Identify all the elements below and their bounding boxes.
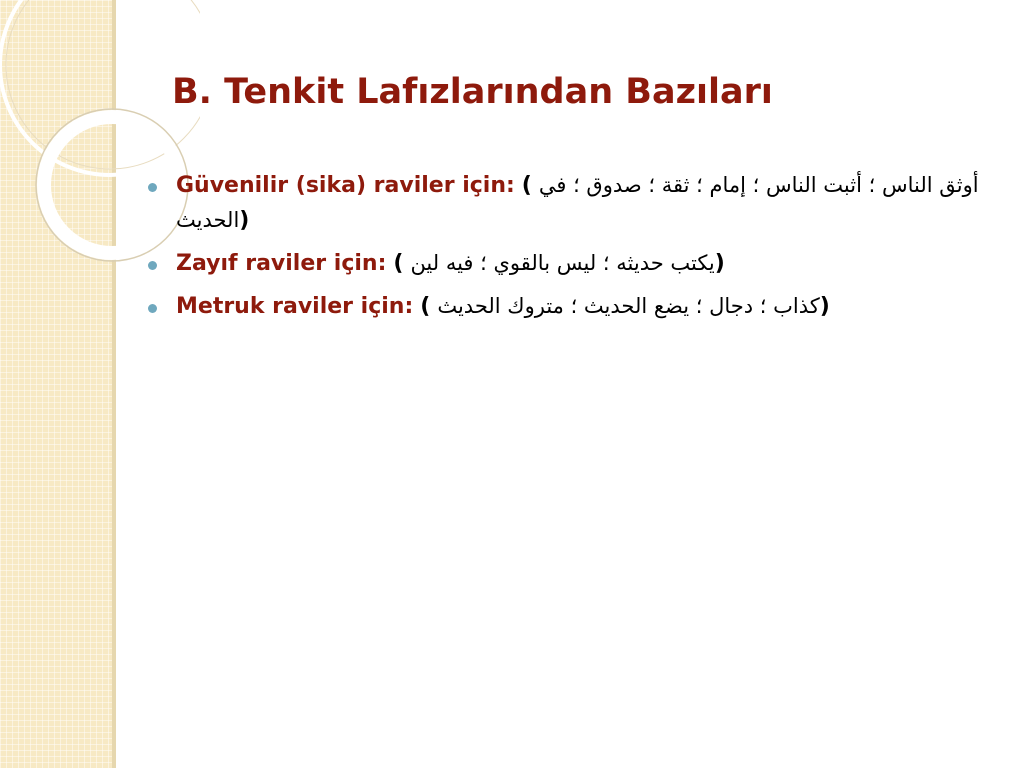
close-paren: ) (819, 294, 830, 319)
open-paren: ( (393, 251, 404, 276)
bullet-item-guvenilir (148, 168, 1000, 238)
slide-title: B. Tenkit Lafızlarından Bazıları (172, 72, 773, 112)
bullet-dot (148, 261, 157, 270)
side-panel-edge (112, 0, 116, 768)
arabic-terms: أوثق الناس ؛ أثبت الناس ؛ إمام ؛ ثقة ؛ صدوق ؛ في الحديث (176, 173, 979, 232)
bullet-label: Güvenilir (sika) raviler için: (176, 173, 515, 198)
bullet-item-metruk (148, 289, 1000, 324)
close-paren: ) (239, 208, 250, 233)
bullet-dot (148, 304, 157, 313)
arabic-terms: يكتب حديثه ؛ ليس بالقوي ؛ فيه لين (410, 251, 715, 275)
arabic-terms: كذاب ؛ دجال ؛ يضع الحديث ؛ متروك الحديث (437, 294, 820, 318)
close-paren: ) (714, 251, 725, 276)
bullet-label: Zayıf raviler için: (176, 251, 387, 276)
decorative-side-panel (0, 0, 112, 768)
open-paren: ( (521, 173, 532, 198)
bullet-item-zayif (148, 246, 1000, 281)
bullet-list (148, 168, 1000, 332)
open-paren: ( (420, 294, 431, 319)
bullet-dot (148, 183, 157, 192)
bullet-label: Metruk raviler için: (176, 294, 414, 319)
